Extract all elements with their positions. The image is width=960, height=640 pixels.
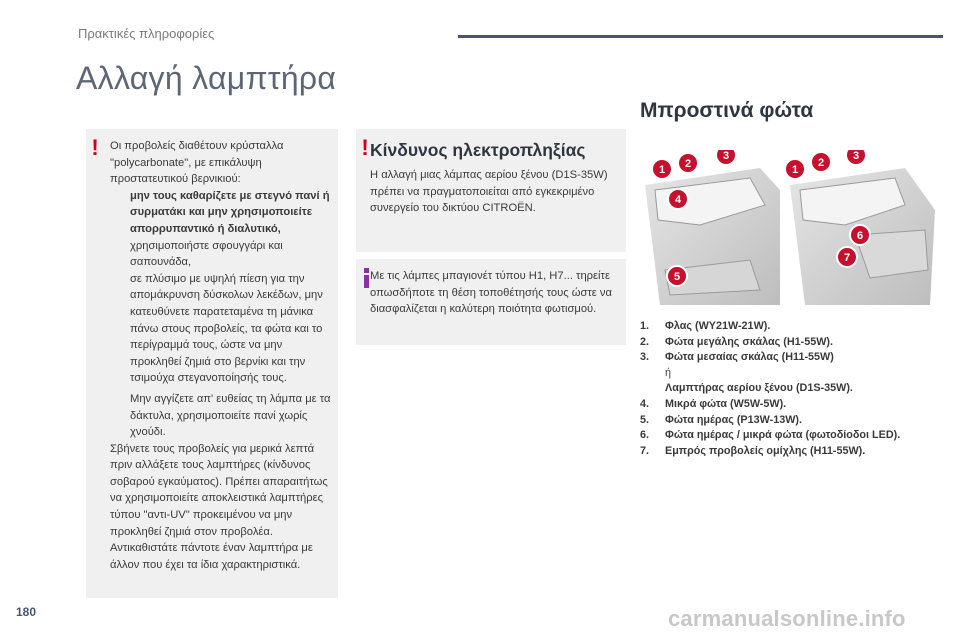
marker-label: 1	[791, 164, 799, 176]
marker-label: 3	[722, 150, 730, 162]
legend-number: 2.	[640, 335, 650, 348]
legend-item	[640, 413, 940, 429]
bullet-text: σε πλύσιμο με υψηλή πίεση για την απομάκρυνση δύσκολων λεκέδων, μην κατευθύνετε παρατεταμένα τη μάνικα πάνω στους προβολείς, τα φώτα και το περίγραμμά τους, ώστε να μην προκληθεί ζημιά στο βερνίκι και την τσιμούχα στεγανοποίησής τους.	[130, 272, 323, 385]
warning-bullet	[110, 238, 332, 271]
marker-1	[785, 159, 805, 179]
section-header: Πρακτικές πληροφορίες	[78, 26, 215, 41]
legend-item	[640, 397, 940, 413]
page-number: 180	[16, 605, 37, 619]
legend-text: Εμπρός προβολείς ομίχλης (H11-55W).	[665, 444, 866, 457]
legend-item	[640, 350, 940, 397]
warning-bullet	[110, 188, 332, 238]
front-lights-legend	[640, 319, 940, 459]
legend-number: 4.	[640, 397, 650, 410]
legend-text: Φώτα μεγάλης σκάλας (H1-55W).	[665, 335, 834, 348]
marker-7	[837, 247, 857, 267]
exclamation-warning-icon: !	[361, 135, 369, 160]
legend-number: 6.	[640, 429, 650, 442]
front-lights-diagram	[640, 150, 940, 310]
legend-text: Μικρά φώτα (W5W-5W).	[665, 397, 787, 410]
front-lights-title: Μπροστινά φώτα	[640, 99, 814, 122]
legend-item	[640, 335, 940, 351]
bullet-text: μην τους καθαρίζετε με στεγνό πανί ή συρματάκι και μην χρησιμοποιείτε απορρυπαντικό ή διαλυτικό,	[130, 189, 330, 235]
legend-item	[640, 444, 940, 460]
legend-text: Φώτα ημέρας / μικρά φώτα (φωτοδίοδοι LED).	[665, 429, 901, 442]
warning-bullet	[110, 271, 332, 387]
marker-label: 6	[856, 230, 864, 242]
page-title: Αλλαγή λαμπτήρα	[76, 60, 337, 96]
warning-closing: Σβήνετε τους προβολείς για μερικά λεπτά πριν αλλάξετε τους λαμπτήρες (κίνδυνος σοβαρού εγκαύματος). Πρέπει απαραιτήτως να χρησιμοποιείτε αποκλειστικά λαμπτήρες τύπου "αντι-UV" προκειμένου να μην προκληθεί ζημιά στον προβολέα. Αντικαθιστάτε πάντοτε έναν λαμπτήρα με άλλον που έχει τα ίδια χαρακτηριστικά.	[110, 442, 328, 571]
marker-3	[846, 150, 866, 165]
legend-number: 3.	[640, 351, 650, 364]
header-rule	[458, 35, 943, 38]
warning-content	[110, 138, 332, 573]
legend-number: 7.	[640, 444, 650, 457]
legend-or: ή	[665, 366, 672, 379]
danger-text: Η αλλαγή μιας λάμπας αερίου ξένου (D1S-35W) πρέπει να πραγματοποιείται από εγκεκριμένο συνεργείο του δικτύου CITROËN.	[370, 169, 608, 215]
marker-1	[652, 159, 672, 179]
footer-url[interactable]: carmanualsonline.info	[668, 606, 906, 631]
marker-label: 7	[843, 252, 851, 264]
marker-label: 4	[674, 194, 682, 206]
legend-item	[640, 428, 940, 444]
legend-number: 5.	[640, 413, 650, 426]
marker-5	[667, 266, 687, 286]
bullet-text: Μην αγγίζετε απ' ευθείας τη λάμπα με τα δάκτυλα, χρησιμοποιείτε πανί χωρίς χνούδι.	[130, 392, 331, 439]
marker-4	[668, 189, 688, 209]
marker-label: 3	[852, 150, 860, 162]
marker-label: 2	[817, 157, 825, 169]
exclamation-warning-icon: !	[91, 135, 99, 160]
warning-bullet	[110, 391, 332, 441]
legend-item	[640, 319, 940, 335]
danger-title: Κίνδυνος ηλεκτροπληξίας	[370, 140, 586, 160]
marker-2	[678, 153, 698, 173]
legend-number: 1.	[640, 320, 650, 332]
legend-alt-text: Λαμπτήρας αερίου ξένου (D1S-35W).	[665, 382, 853, 395]
marker-2	[811, 152, 831, 172]
legend-text: Φλας (WY21W-21W).	[665, 320, 771, 332]
legend-text: Φώτα μεσαίας σκάλας (H11-55W)	[665, 351, 834, 364]
marker-label: 2	[684, 158, 692, 170]
marker-label: 5	[673, 271, 681, 283]
legend-text: Φώτα ημέρας (P13W-13W).	[665, 413, 803, 426]
info-icon	[364, 268, 369, 288]
warning-intro: Οι προβολείς διαθέτουν κρύσταλλα "polycarbonate", με επικάλυψη προστατευτικού βερνικιού:	[110, 140, 284, 186]
marker-6	[850, 225, 870, 245]
marker-label: 1	[658, 164, 666, 176]
bullet-text: χρησιμοποιήστε σφουγγάρι και σαπουνάδα,	[130, 239, 283, 269]
marker-3	[716, 150, 736, 165]
info-text: Με τις λάμπες μπαγιονέτ τύπου H1, H7... τηρείτε οπωσδήποτε τη θέση τοποθέτησής τους ώστε να διασφαλίζεται η καλύτερη ποιότητα φωτισμού.	[370, 270, 612, 316]
